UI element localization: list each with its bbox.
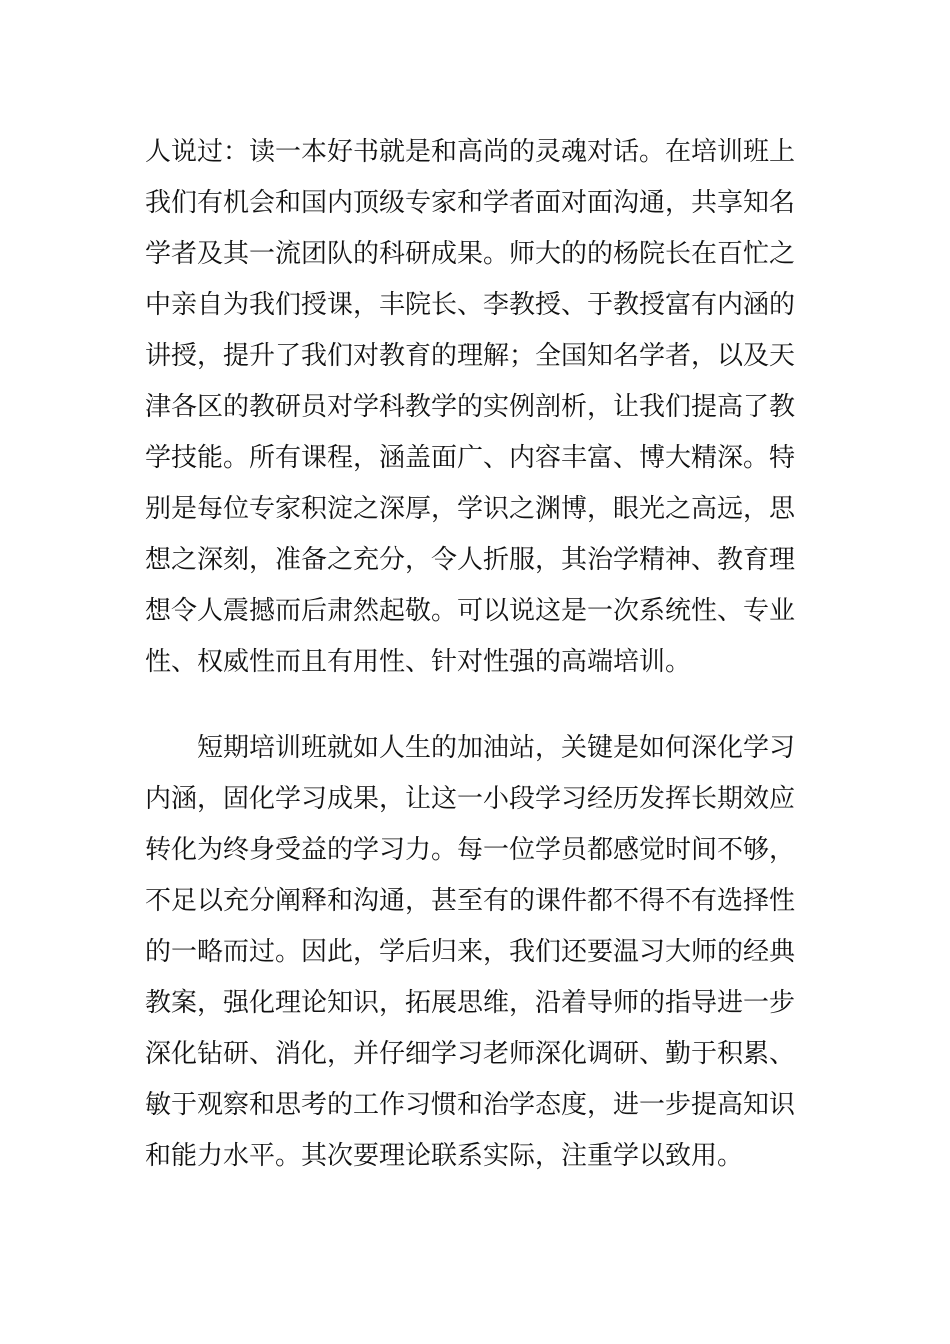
paragraph-line: 性、权威性而且有用性、针对性强的高端培训。 [145,647,692,677]
paragraph-2 [145,723,810,1182]
paragraph-line: 中亲自为我们授课，丰院长、李教授、于教授富有内涵的 [145,290,796,320]
paragraph-line: 转化为终身受益的学习力。每一位学员都感觉时间不够， [145,835,796,865]
paragraph-line: 想令人震撼而后肃然起敬。可以说这是一次系统性、专业 [145,596,796,626]
paragraph-line: 深化钻研、消化，并仔细学习老师深化调研、勤于积累、 [145,1039,796,1069]
paragraph-line: 讲授，提升了我们对教育的理解；全国知名学者，以及天 [145,341,796,371]
paragraph-line: 学技能。所有课程，涵盖面广、内容丰富、博大精深。特 [145,443,796,473]
paragraph-line: 学者及其一流团队的科研成果。师大的的杨院长在百忙之 [145,239,796,269]
paragraph-line: 津各区的教研员对学科教学的实例剖析，让我们提高了教 [145,392,796,422]
paragraph-line: 的一略而过。因此，学后归来，我们还要温习大师的经典 [145,937,796,967]
paragraph-line: 内涵，固化学习成果，让这一小段学习经历发挥长期效应 [145,784,796,814]
paragraph-line: 想之深刻，准备之充分，令人折服，其治学精神、教育理 [145,545,796,575]
paragraph-first-line: 短期培训班就如人生的加油站，关键是如何深化学习 [197,733,796,763]
paragraph-line: 敏于观察和思考的工作习惯和治学态度，进一步提高知识 [145,1090,796,1120]
paragraph-line: 不足以充分阐释和沟通，甚至有的课件都不得不有选择性 [145,886,796,916]
paragraph-line: 别是每位专家积淀之深厚，学识之渊博，眼光之高远，思 [145,494,796,524]
paragraph-line: 教案，强化理论知识，拓展思维，沿着导师的指导进一步 [145,988,796,1018]
paragraph-line: 人说过：读一本好书就是和高尚的灵魂对话。在培训班上 [145,137,796,167]
paragraph-1 [145,127,810,688]
paragraph-line: 我们有机会和国内顶级专家和学者面对面沟通，共享知名 [145,188,796,218]
paragraph-line: 和能力水平。其次要理论联系实际，注重学以致用。 [145,1141,744,1171]
